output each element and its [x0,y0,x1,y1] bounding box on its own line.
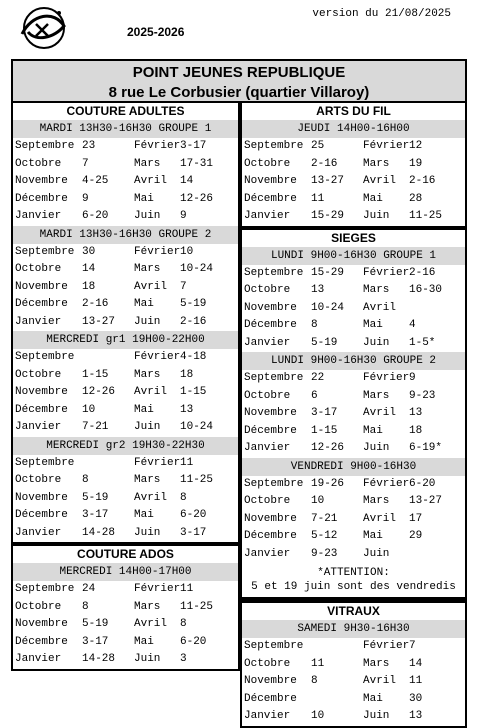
schedule-row [242,282,465,300]
day-dates: 10 [82,403,96,416]
day-dates: 6-20 [82,210,109,222]
section-title: VITRAUX [242,603,465,620]
month-name: Janvier [244,210,291,222]
day-dates: 15-29 [311,266,345,279]
day-dates: 7 [180,280,187,293]
schedule-row [242,300,465,318]
schedule-row [242,638,465,656]
month-name: Octobre [244,495,291,507]
left-column [11,103,240,671]
schedule-row [242,265,465,283]
day-dates: 14 [409,657,423,670]
group-header: LUNDI 9H00-16H30 GROUPE 2 [242,352,465,370]
month-name: Septembre [15,245,75,258]
day-dates: 5-19 [311,336,338,349]
day-dates: 6-20 [180,635,207,648]
month-name: Juin [134,526,161,539]
day-dates: 22 [311,372,325,384]
day-dates: 11 [409,675,423,687]
schedule-row [242,335,465,353]
month-name: Novembre [244,301,297,314]
month-name: Octobre [15,157,62,170]
day-dates: 13 [409,710,423,722]
group-header: SAMEDI 9H30-16H30 [242,620,465,638]
month-name: Juin [363,210,390,222]
month-name: Septembre [15,351,75,363]
group-header: JEUDI 14H00-16H00 [242,120,465,138]
month-name: Janvier [15,421,62,433]
day-dates [82,349,134,367]
schedule-row [242,691,465,709]
schedule-row [13,507,238,525]
month-name: Décembre [15,635,68,648]
schedule-row [13,581,238,599]
schedule-row [13,156,238,174]
month-name: Septembre [15,456,75,469]
day-dates: 10-24 [180,263,214,275]
day-dates: 5-19 [82,618,109,630]
month-name: Octobre [15,263,62,275]
group-header: MERCREDI 14H00-17H00 [13,563,238,581]
day-dates: 7 [409,640,416,652]
day-dates: 9 [82,192,89,205]
schedule-row [13,173,238,191]
day-dates: 12 [409,140,423,152]
month-name: Juin [134,421,161,433]
month-name: Novembre [15,175,68,187]
month-name: Mars [134,263,161,275]
month-name: Juin [363,336,390,349]
month-name: Avril [363,512,397,525]
schedule-row [242,156,465,174]
schedule-row [242,173,465,191]
day-dates: 6-20 [180,509,207,521]
day-dates: 11-25 [409,210,443,222]
day-dates: 8 [82,600,89,613]
schedule-row [13,296,238,314]
month-name: Septembre [15,140,75,152]
section-block [240,601,467,728]
month-name: Juin [134,653,161,665]
day-dates [311,638,363,656]
day-dates: 3-17 [180,526,207,539]
month-name: Septembre [15,583,75,595]
month-name: Avril [134,280,168,293]
month-name: Décembre [15,509,68,521]
schedule-row [242,388,465,406]
month-name: Juin [134,315,161,328]
schedule-row [242,511,465,529]
day-dates: 8 [82,474,89,486]
month-name: Avril [363,675,397,687]
section-block [11,544,240,671]
day-dates: 13 [180,403,194,416]
group-header: VENDREDI 9H00-16H30 [242,458,465,476]
month-name: Mars [134,368,161,381]
season-label: 2025-2026 [127,25,185,39]
month-name: Novembre [15,491,68,504]
version-date: version du 21/08/2025 [312,8,451,20]
month-name: Septembre [244,640,304,652]
month-name: Février [363,477,410,490]
month-name: Mai [363,424,383,437]
month-name: Avril [134,175,168,187]
month-name: Novembre [15,618,68,630]
month-name: Septembre [244,477,304,490]
day-dates: 12-26 [180,192,214,205]
day-dates [311,691,363,709]
day-dates [82,455,134,473]
day-dates: 13-27 [311,175,345,187]
day-dates: 11 [180,456,194,469]
day-dates: 29 [409,530,423,542]
section-title: ARTS DU FIL [242,103,465,120]
day-dates: 15-29 [311,210,345,222]
month-name: Décembre [244,319,297,331]
month-name: Mars [363,657,390,670]
schedule-row [13,279,238,297]
day-dates: 17-31 [180,157,214,170]
month-name: Janvier [15,526,62,539]
day-dates: 5-12 [311,530,338,542]
day-dates: 3-17 [82,635,109,648]
day-dates: 2-16 [180,315,207,328]
section-block [11,103,240,544]
day-dates: 25 [311,140,325,152]
month-name: Mai [134,192,154,205]
group-header: MARDI 13H30-16H30 GROUPE 1 [13,120,238,138]
day-dates: 4-18 [180,351,207,363]
day-dates: 1-15 [82,368,109,381]
group-header: MARDI 13H30-16H30 GROUPE 2 [13,226,238,244]
month-name: Décembre [244,192,297,205]
schedule-row [242,317,465,335]
day-dates: 8 [180,618,187,630]
group-header: MERCREDI gr2 19H30-22H30 [13,437,238,455]
day-dates: 18 [409,424,423,437]
month-name: Juin [134,210,161,222]
month-name: Septembre [244,140,304,152]
month-name: Février [134,245,181,258]
month-name: Décembre [244,692,297,705]
month-name: Octobre [244,157,291,170]
month-name: Novembre [244,175,297,187]
day-dates: 8 [311,319,318,331]
schedule-row [13,367,238,385]
month-name: Janvier [244,336,291,349]
month-name: Avril [134,491,168,504]
schedule-row [13,490,238,508]
day-dates: 11 [180,583,194,595]
day-dates: 4 [409,319,416,331]
day-dates: 18 [180,368,194,381]
month-name: Avril [134,386,168,398]
month-name: Mai [134,509,154,521]
month-name: Octobre [244,657,291,670]
month-name: Février [363,266,410,279]
day-dates: 16-30 [409,284,443,296]
month-name: Mai [363,319,383,331]
day-dates: 19-26 [311,477,345,490]
day-dates: 14 [180,175,194,187]
day-dates: 30 [409,692,423,705]
month-name: Octobre [15,368,62,381]
day-dates: 13-27 [409,495,443,507]
day-dates: 13 [311,284,325,296]
month-name: Janvier [244,547,291,560]
month-name: Mai [134,298,154,310]
day-dates: 1-15 [311,424,338,437]
month-name: Novembre [244,407,297,419]
day-dates: 9-23 [311,547,338,560]
month-name: Mars [363,389,390,402]
day-dates: 13-27 [82,315,116,328]
month-name: Février [363,640,410,652]
month-name: Novembre [15,280,68,293]
month-name: Mai [134,635,154,648]
attention-note [242,563,465,599]
section-block [240,103,467,228]
schedule-row [13,599,238,617]
day-dates: 24 [82,583,96,595]
month-name: Janvier [244,710,291,722]
day-dates: 9-23 [409,389,436,402]
section-title: COUTURE ADOS [13,546,238,563]
day-dates: 14-28 [82,653,116,665]
month-name: Mars [134,600,161,613]
day-dates: 9 [180,210,187,222]
schedule-row [242,673,465,691]
day-dates: 7-21 [82,421,109,433]
day-dates: 10 [180,245,194,258]
month-name: Février [134,351,181,363]
month-name: Septembre [244,372,304,384]
day-dates: 6-19* [409,442,443,454]
right-column [240,103,467,728]
day-dates: 10 [311,495,325,507]
day-dates: 3-17 [180,140,207,152]
day-dates: 5-19 [82,491,109,504]
day-dates: 6-20 [409,477,436,490]
day-dates: 23 [82,140,96,152]
day-dates: 3-17 [311,407,338,419]
day-dates: 6 [311,389,318,402]
group-header: MERCREDI gr1 19H00-22H00 [13,331,238,349]
month-name: Décembre [244,424,297,437]
schedule-row [13,616,238,634]
schedule-row [242,191,465,209]
month-name: Mars [363,495,390,507]
schedule-row [13,314,238,332]
schedule-row [13,349,238,367]
schedule-row [242,656,465,674]
day-dates: 10 [311,710,325,722]
schedule-row [13,472,238,490]
day-dates: 19 [409,157,423,170]
month-name: Décembre [15,192,68,205]
day-dates: 11 [311,657,325,670]
title-box [11,59,467,103]
month-name: Octobre [244,389,291,402]
day-dates: 17 [409,512,423,525]
day-dates: 7-21 [311,512,338,525]
schedule-row [242,528,465,546]
day-dates: 5-19 [180,298,207,310]
schedule-row [242,493,465,511]
month-name: Novembre [244,675,297,687]
section-title: COUTURE ADULTES [13,103,238,120]
schedule-row [13,261,238,279]
schedule-row [13,402,238,420]
month-name: Juin [363,710,390,722]
month-name: Février [363,140,410,152]
schedule-row [13,455,238,473]
day-dates: 2-16 [409,175,436,187]
month-name: Octobre [15,474,62,486]
day-dates: 3 [180,653,187,665]
day-dates: 4-25 [82,175,109,187]
month-name: Décembre [15,298,68,310]
schedule-row [242,138,465,156]
schedule-row [242,208,465,226]
day-dates: 8 [180,491,187,504]
address: 8 rue Le Corbusier (quartier Villaroy) [108,84,370,101]
month-name: Avril [134,618,168,630]
schedule-row [13,384,238,402]
day-dates: 11-25 [180,474,214,486]
month-name: Mai [363,692,383,705]
month-name: Mai [363,192,383,205]
month-name: Avril [363,175,397,187]
month-name: Octobre [244,284,291,296]
attention-line: *ATTENTION: [317,567,390,579]
schedule-row [13,651,238,669]
month-name: Juin [363,547,390,560]
month-name: Décembre [15,403,68,416]
schedule-row [13,419,238,437]
day-dates: 14-28 [82,526,116,539]
month-name: Février [134,583,181,595]
month-name: Septembre [244,266,304,279]
schedule-row [242,476,465,494]
month-name: Mars [134,157,161,170]
day-dates: 12-26 [311,442,345,454]
schedule-row [242,405,465,423]
month-name: Mars [363,284,390,296]
month-name: Octobre [15,600,62,613]
day-dates: 10-24 [311,301,345,314]
month-name: Novembre [244,512,297,525]
month-name: Janvier [15,210,62,222]
day-dates: 28 [409,192,423,205]
month-name: Février [134,140,181,152]
month-name: Janvier [15,315,62,328]
month-name: Novembre [15,386,68,398]
day-dates: 8 [311,675,318,687]
schedule-row [242,546,465,564]
day-dates: 1-15 [180,386,207,398]
day-dates: 30 [82,245,96,258]
month-name: Mars [134,474,161,486]
day-dates: 10-24 [180,421,214,433]
month-name: Février [363,372,410,384]
day-dates: 1-5* [409,336,436,349]
schedule-row [13,525,238,543]
day-dates: 13 [409,407,423,419]
day-dates: 3-17 [82,509,109,521]
page-title: POINT JEUNES REPUBLIQUE [132,64,346,81]
day-dates [409,300,465,318]
month-name: Janvier [244,442,291,454]
schedule-row [13,138,238,156]
schedule-row [242,423,465,441]
month-name: Juin [363,442,390,454]
association-logo [14,4,78,52]
section-block [240,228,467,602]
month-name: Mars [363,157,390,170]
day-dates: 18 [82,280,96,293]
schedule-row [13,208,238,226]
section-title: SIEGES [242,230,465,247]
day-dates: 9 [409,372,416,384]
day-dates: 11 [311,192,325,205]
day-dates: 12-26 [82,386,116,398]
schedule-row [13,244,238,262]
day-dates: 2-16 [409,266,436,279]
month-name: Avril [363,407,397,419]
day-dates: 2-16 [82,298,109,310]
day-dates [409,546,465,564]
schedule-row [13,634,238,652]
month-name: Mai [363,530,383,542]
month-name: Février [134,456,181,469]
month-name: Avril [363,301,397,314]
day-dates: 14 [82,263,96,275]
schedule-row [13,191,238,209]
month-name: Mai [134,403,154,416]
day-dates: 2-16 [311,157,338,170]
schedule-row [242,440,465,458]
schedule-row [242,708,465,726]
day-dates: 7 [82,157,89,170]
attention-line: 5 et 19 juin sont des vendredis [251,581,456,593]
group-header: LUNDI 9H00-16H30 GROUPE 1 [242,247,465,265]
month-name: Décembre [244,530,297,542]
day-dates: 11-25 [180,600,214,613]
schedule-row [242,370,465,388]
month-name: Janvier [15,653,62,665]
